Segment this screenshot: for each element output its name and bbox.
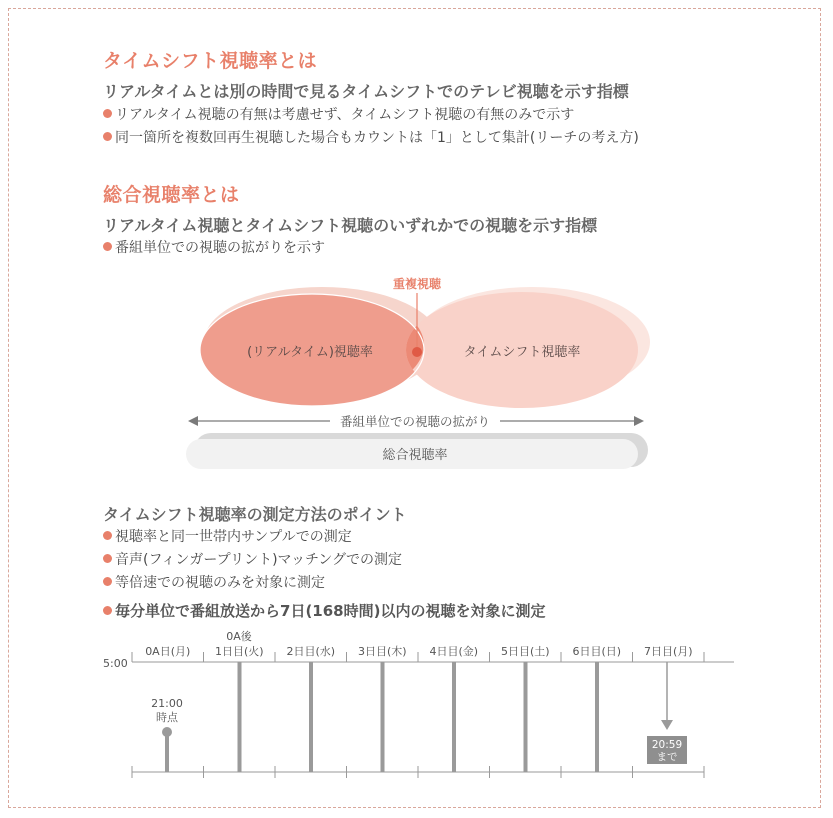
day-label: 1日目(火) [214,645,264,658]
end-label-line1: 20:59 [651,739,683,751]
arrow-label: 番組単位での視聴の拡がり [339,414,491,429]
day-label: 3日目(木) [357,645,407,658]
right-ellipse-label: タイムシフト視聴率 [463,345,581,360]
end-label-line2: まで [656,751,678,763]
section1-subtitle: リアルタイムとは別の時間で見るタイムシフトでのテレビ視聴を示す指標 [103,82,629,101]
start-label-line2: 時点 [156,711,178,724]
overlap-label: 重複視聴 [392,277,442,291]
section3-bullet-2: 音声(フィンガープリント)マッチングでの測定 [103,549,402,569]
section1-bullet-2: 同一箇所を複数回再生視聴した場合もカウントは「1」として集計(リーチの考え方) [103,127,639,147]
end-arrow-head-icon [661,720,673,730]
day1-top-label: 0A後 [226,630,252,643]
day-label: 5日目(土) [500,645,550,658]
day-label: 0A日(月) [145,645,191,658]
left-ellipse-label: (リアルタイム)視聴率 [247,345,373,360]
section3-bullet-big: 毎分単位で番組放送から7日(168時間)以内の視聴を対象に測定 [103,600,545,621]
section3-title: タイムシフト視聴率の測定方法のポイント [103,505,407,524]
day-label: 6日目(日) [572,645,622,658]
day-label: 2日目(水) [286,645,336,658]
day-label: 4日目(金) [429,645,479,658]
section2-subtitle: リアルタイム視聴とタイムシフト視聴のいずれかでの視聴を示す指標 [103,216,598,235]
day-label: 7日目(月) [643,645,693,658]
section2-title: 総合視聴率とは [103,184,240,206]
total-bar-label: 総合視聴率 [382,448,448,463]
section1-title: タイムシフト視聴率とは [103,50,318,72]
section3-bullet-1: 視聴率と同一世帯内サンプルでの測定 [103,526,352,546]
timeline-time-label: 5:00 [103,657,128,670]
section3-bullet-3: 等倍速での視聴のみを対象に測定 [103,572,325,592]
start-marker-dot [162,727,172,737]
section2-bullet-1: 番組単位での視聴の拡がりを示す [103,237,325,257]
section1-bullet-1: リアルタイム視聴の有無は考慮せず、タイムシフト視聴の有無のみで示す [103,104,574,124]
start-label-line1: 21:00 [151,697,183,710]
